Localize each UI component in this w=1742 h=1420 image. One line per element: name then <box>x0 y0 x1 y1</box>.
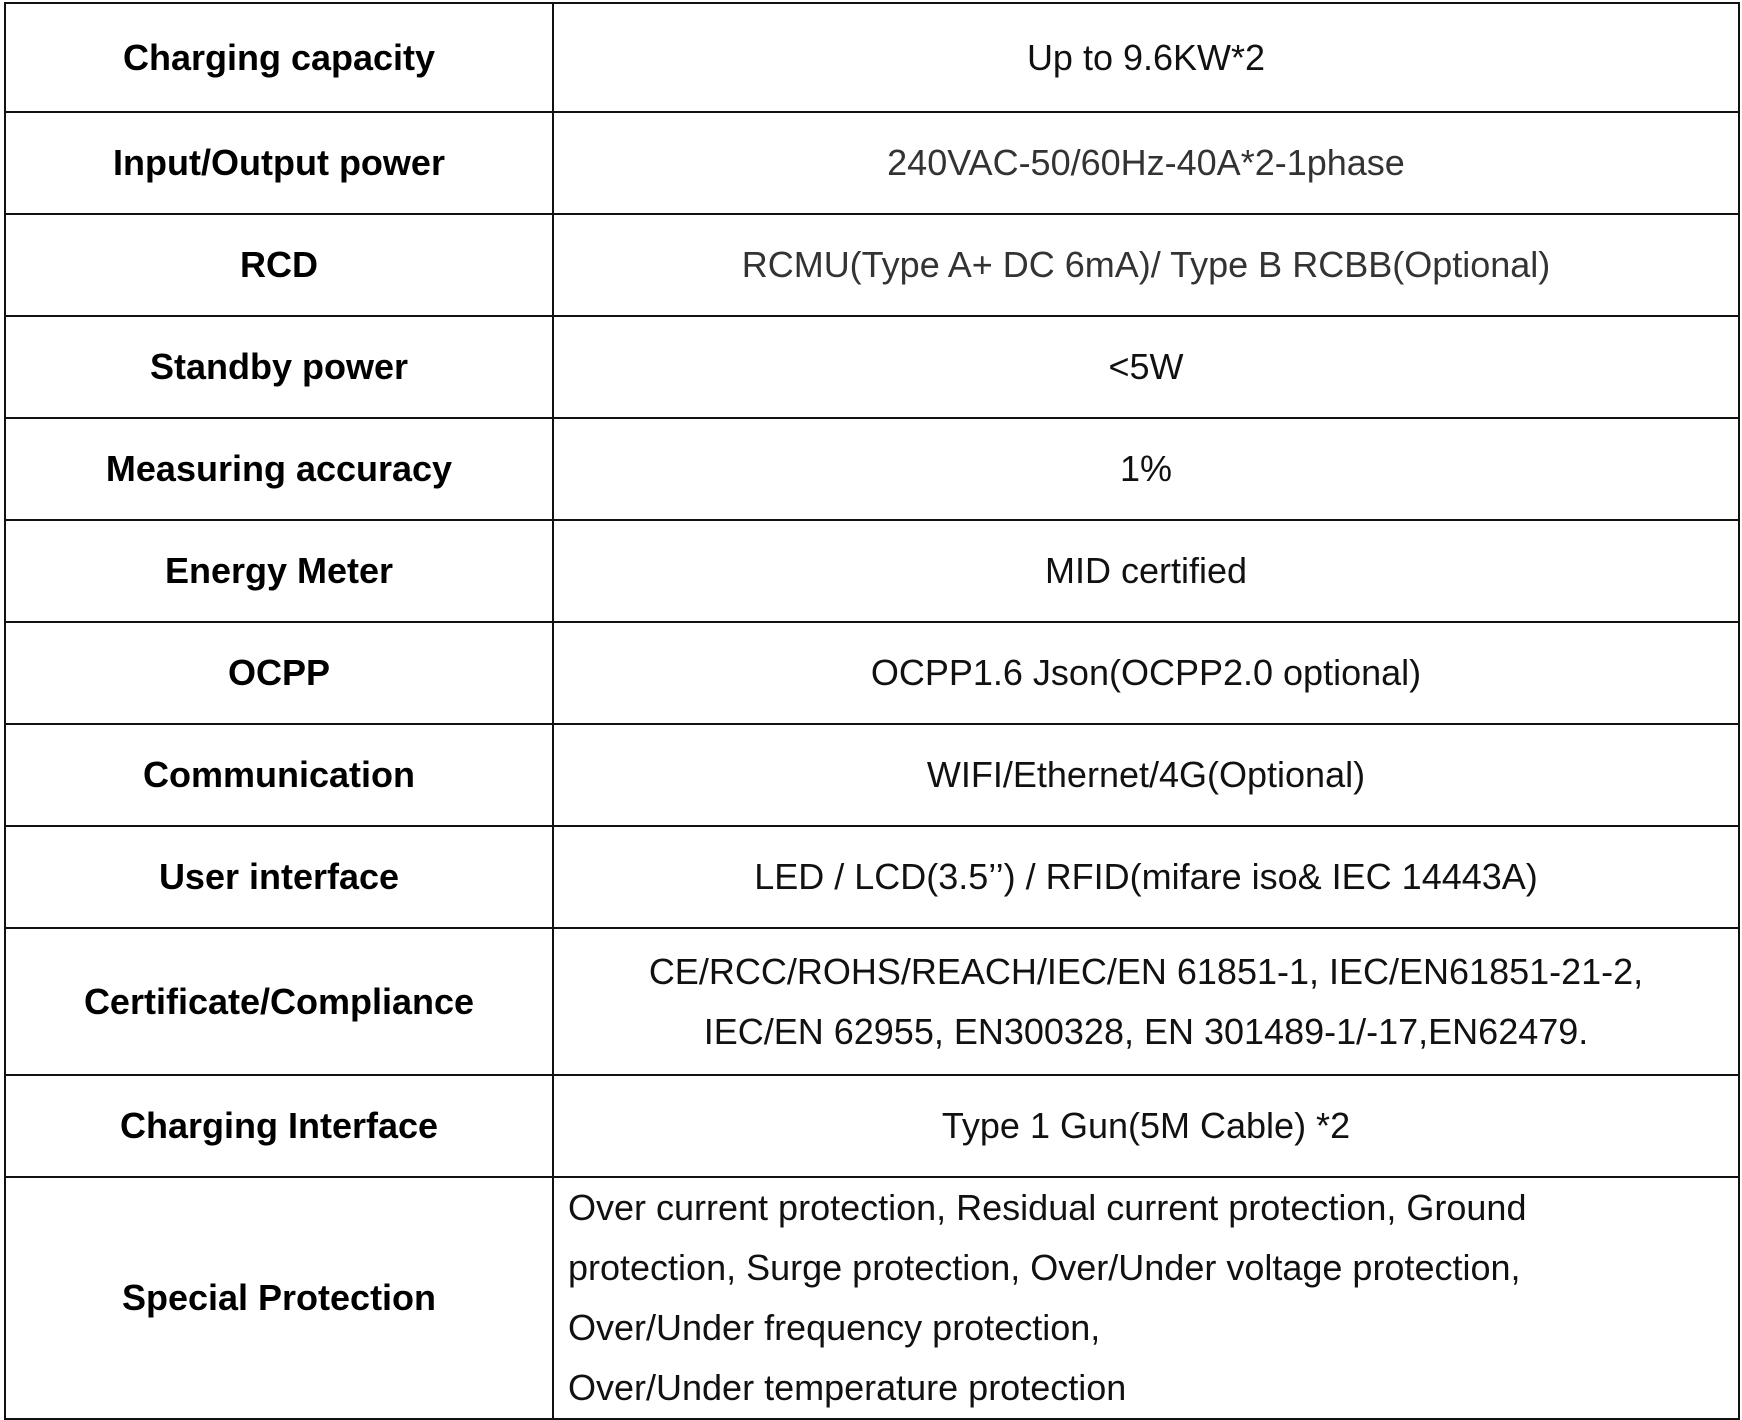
table-row <box>5 826 1739 928</box>
spec-value-ocpp: OCPP1.6 Json(OCPP2.0 optional) <box>553 622 1739 724</box>
spec-value-line: Over/Under temperature protection <box>568 1367 1127 1408</box>
spec-label-user-interface: User interface <box>5 826 553 928</box>
spec-value-communication: WIFI/Ethernet/4G(Optional) <box>553 724 1739 826</box>
spec-value-standby-power: <5W <box>553 316 1739 418</box>
spec-label-charging-interface: Charging Interface <box>5 1075 553 1177</box>
table-row <box>5 3 1739 112</box>
spec-value-measuring-accuracy: 1% <box>553 418 1739 520</box>
table-row <box>5 724 1739 826</box>
spec-label-rcd: RCD <box>5 214 553 316</box>
spec-value-input-output-power: 240VAC-50/60Hz-40A*2-1phase <box>553 112 1739 214</box>
spec-label-communication: Communication <box>5 724 553 826</box>
spec-value-line: Over current protection, Residual current protection, Ground <box>568 1187 1527 1228</box>
spec-label-charging-capacity: Charging capacity <box>5 3 553 112</box>
spec-value-certificate-compliance <box>553 928 1739 1075</box>
spec-label-special-protection: Special Protection <box>5 1177 553 1419</box>
table-row <box>5 520 1739 622</box>
spec-value-line: Over/Under frequency protection, <box>568 1307 1101 1348</box>
spec-value-energy-meter: MID certified <box>553 520 1739 622</box>
spec-value-charging-interface: Type 1 Gun(5M Cable) *2 <box>553 1075 1739 1177</box>
table-row <box>5 418 1739 520</box>
table-row <box>5 928 1739 1075</box>
spec-label-energy-meter: Energy Meter <box>5 520 553 622</box>
spec-label-standby-power: Standby power <box>5 316 553 418</box>
spec-value-line: IEC/EN 62955, EN300328, EN 301489-1/-17,EN62479. <box>703 1010 1589 1052</box>
spec-value-special-protection <box>553 1177 1739 1419</box>
spec-value-line: CE/RCC/ROHS/REACH/IEC/EN 61851-1, IEC/EN61851-21-2, <box>648 950 1644 992</box>
table-row <box>5 112 1739 214</box>
spec-value-charging-capacity: Up to 9.6KW*2 <box>553 3 1739 112</box>
spec-label-ocpp: OCPP <box>5 622 553 724</box>
spec-value-user-interface: LED / LCD(3.5’’) / RFID(mifare iso& IEC 14443A) <box>553 826 1739 928</box>
table-row <box>5 214 1739 316</box>
table-row <box>5 622 1739 724</box>
spec-value-rcd: RCMU(Type A+ DC 6mA)/ Type B RCBB(Optional) <box>553 214 1739 316</box>
spec-label-measuring-accuracy: Measuring accuracy <box>5 418 553 520</box>
table-row <box>5 316 1739 418</box>
spec-label-certificate-compliance: Certificate/Compliance <box>5 928 553 1075</box>
table-row <box>5 1177 1739 1419</box>
table-row <box>5 1075 1739 1177</box>
specification-table <box>4 2 1740 1420</box>
spec-value-line: protection, Surge protection, Over/Under voltage protection, <box>568 1247 1521 1288</box>
spec-label-input-output-power: Input/Output power <box>5 112 553 214</box>
